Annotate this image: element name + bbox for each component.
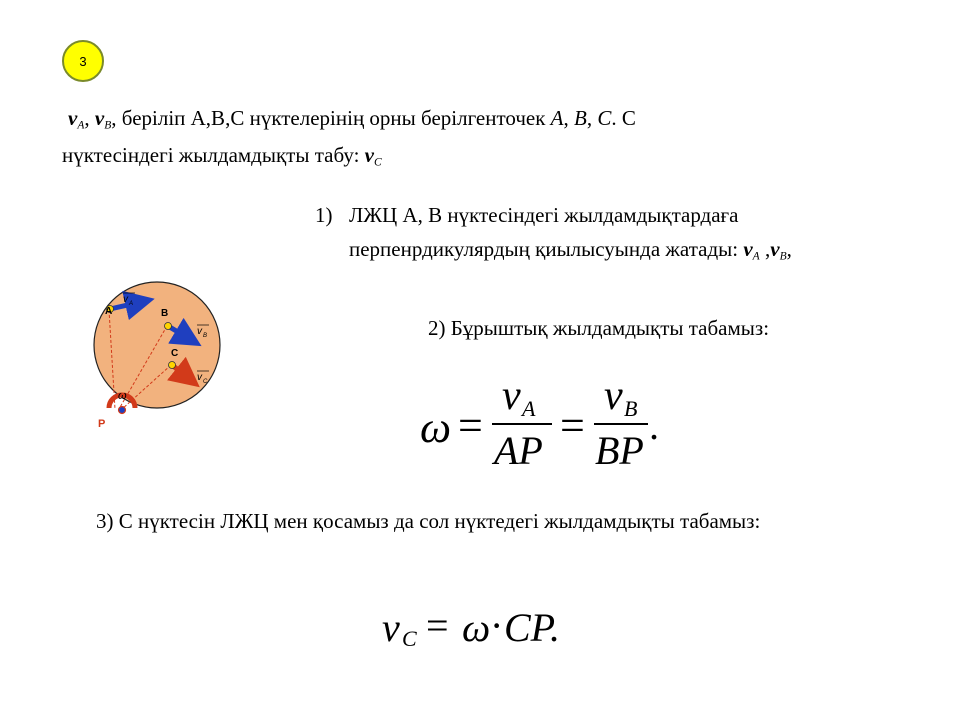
- label-p: P: [98, 418, 106, 430]
- cp-text: CP.: [504, 605, 560, 650]
- step3-text: 3) С нүктесін ЛЖЦ мен қосамыз да сол нүктедегі жылдамдықты табамыз:: [96, 509, 761, 533]
- symbol-v-a: v: [743, 237, 753, 261]
- point-p-marker: [119, 407, 126, 414]
- point-b-marker: [165, 323, 172, 330]
- fraction-1-numerator-v: v: [502, 373, 521, 419]
- point-b: B: [574, 106, 587, 130]
- sub-b: B: [779, 250, 787, 263]
- fraction-1-denominator: AP: [494, 428, 543, 473]
- fraction-2-numerator-v: v: [604, 373, 623, 419]
- step2-text: 2) Бұрыштық жылдамдықты табамыз:: [428, 316, 770, 340]
- equals-1: =: [458, 401, 483, 450]
- equals-2: =: [560, 401, 585, 450]
- label-v-b: v: [197, 326, 202, 337]
- comma: ,: [586, 106, 598, 130]
- sep: ,: [759, 237, 771, 261]
- intro-line-2: [62, 143, 382, 168]
- symbol-v-b: v: [94, 106, 105, 130]
- fraction-2-bar: [594, 423, 648, 425]
- label-omega: ω: [118, 390, 127, 402]
- label-v-a: v: [123, 294, 128, 305]
- sep: ,: [84, 106, 95, 130]
- end-comma: ,: [786, 237, 792, 261]
- symbol-v-b: v: [770, 237, 780, 261]
- label-v-c: v: [197, 372, 202, 383]
- fraction-2-numerator-sub: B: [624, 396, 638, 421]
- intro-tail: . C: [611, 106, 636, 130]
- step1-line2: [349, 237, 792, 262]
- v-c-sub: C: [402, 626, 417, 651]
- sub-a: A: [77, 119, 85, 132]
- label-b: B: [161, 308, 169, 319]
- comma: ,: [563, 106, 574, 130]
- point-c-marker: [169, 362, 176, 369]
- point-a: A: [550, 106, 564, 130]
- omega-symbol-2: ω: [462, 605, 491, 650]
- v-c-symbol: v: [382, 605, 400, 650]
- point-c: C: [597, 106, 612, 130]
- symbol-v-a: v: [68, 106, 78, 130]
- multiply-dot: ·: [490, 603, 504, 648]
- omega-symbol: ω: [420, 403, 452, 452]
- slide-number-badge: [62, 40, 104, 82]
- label-a: A: [105, 306, 113, 317]
- intro-text: , беріліп A,B,C нүктелерінің орны берілгенточек: [111, 106, 551, 130]
- label-v-c-sub: C: [203, 379, 208, 385]
- label-v-a-sub: A: [129, 301, 134, 307]
- slide-number: 3: [79, 53, 87, 69]
- fraction-2-denominator: BP: [595, 428, 644, 473]
- sub-a: A: [752, 250, 760, 263]
- step1-line1: ЛЖЦ А, В нүктесіндегі жылдамдықтардаға: [349, 203, 739, 227]
- fraction-1-numerator-sub: A: [522, 396, 536, 421]
- label-v-b-sub: B: [203, 333, 208, 339]
- equals-3: =: [426, 603, 449, 648]
- formula-velocity-c: [380, 600, 600, 660]
- intro-line2-text: нүктесіндегі жылдамдықты табу:: [62, 143, 365, 167]
- formula-end-dot: .: [650, 403, 660, 448]
- label-c: C: [171, 348, 179, 359]
- intro-line-1: [68, 106, 636, 131]
- sub-c: C: [373, 156, 382, 169]
- fraction-1-bar: [492, 423, 552, 425]
- step1-line2-text: перпенрдикулярдың қиылысуында жатады:: [349, 237, 744, 261]
- symbol-v-c: v: [364, 143, 374, 167]
- step1-number: 1): [315, 203, 333, 227]
- sub-b: B: [104, 119, 112, 132]
- rigid-body-disk: [94, 282, 220, 408]
- formula-omega: [400, 372, 700, 472]
- disk-diagram: [85, 275, 245, 435]
